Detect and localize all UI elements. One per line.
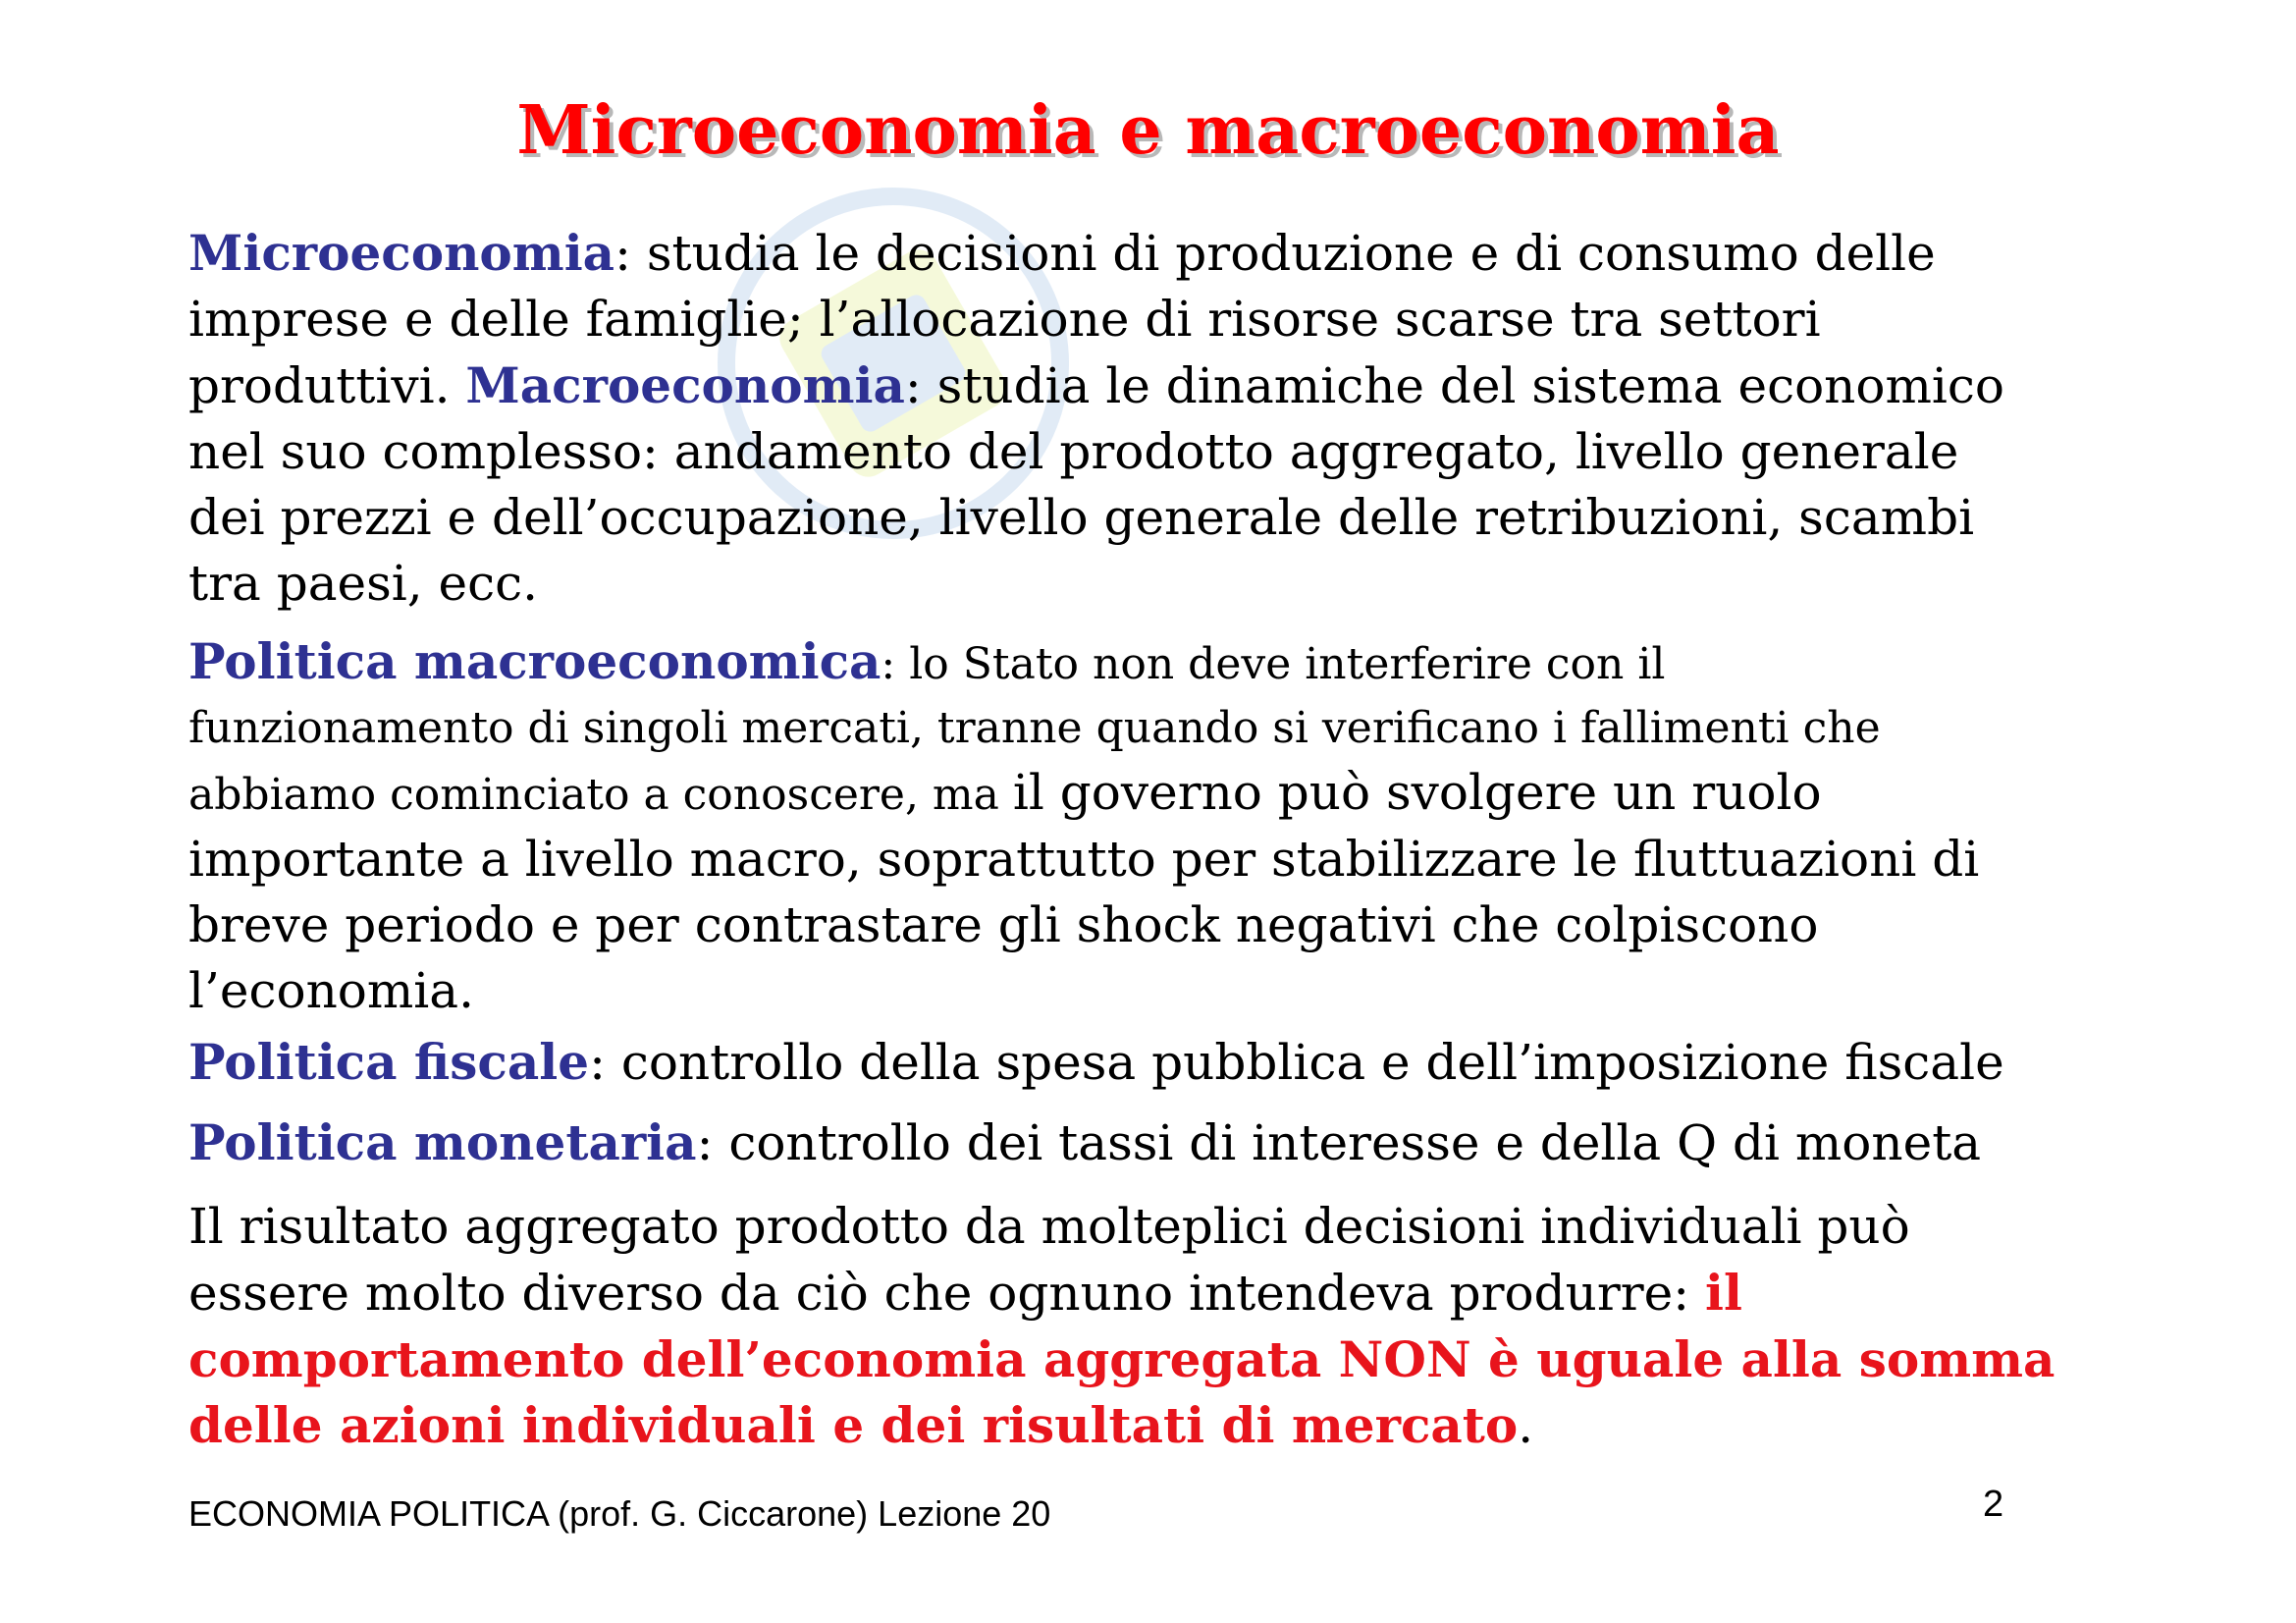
emphasis-text: il — [1704, 1264, 1742, 1322]
text-line: l’economia. — [188, 962, 474, 1019]
slide-title: Microeconomia e macroeconomia — [516, 91, 1780, 170]
text-line — [188, 628, 1979, 696]
text-line: imprese e delle famiglie; l’allocazione di risorse scarse tra settori — [188, 291, 1821, 348]
text-line: Il risultato aggregato prodotto da molteplici decisioni individuali può — [188, 1198, 1910, 1255]
term-macroeconomia: Macroeconomia — [465, 356, 905, 414]
page-number: 2 — [1983, 1484, 2004, 1525]
text-fragment: : lo Stato non deve interferire con il — [881, 639, 1666, 689]
term-politica-monetaria: Politica monetaria — [188, 1113, 697, 1171]
text-line: importante a livello macro, soprattutto per stabilizzare le fluttuazioni di — [188, 831, 1980, 888]
text-line: dei prezzi e dell’occupazione, livello generale delle retribuzioni, scambi — [188, 489, 1975, 546]
term-politica-macroeconomica: Politica macroeconomica — [188, 632, 881, 690]
text-fragment: abbiamo cominciato a conoscere, ma — [188, 770, 1013, 820]
text-line — [188, 760, 1979, 827]
paragraph-risultato-aggregato — [188, 1194, 2055, 1459]
text-fragment: : controllo della spesa pubblica e dell’imposizione fiscale — [589, 1034, 2004, 1091]
paragraph-micro-macro — [188, 220, 2004, 617]
text-fragment: produttivi. — [188, 357, 466, 414]
emphasis-line: comportamento dell’economia aggregata NON è uguale alla somma — [188, 1330, 2056, 1388]
paragraph-politica-monetaria — [188, 1109, 1981, 1176]
text-line — [188, 1260, 2055, 1326]
text-line: tra paesi, ecc. — [188, 555, 539, 612]
text-line — [188, 220, 2004, 287]
text-fragment: : studia le decisioni di produzione e di consumo delle — [614, 225, 1936, 282]
paragraph-politica-macroeconomica — [188, 628, 1979, 1024]
footer-course-label: ECONOMIA POLITICA (prof. G. Ciccarone) Lezione 20 — [188, 1493, 1051, 1534]
emphasis-text: delle azioni individuali e dei risultati di mercato — [188, 1396, 1519, 1454]
paragraph-politica-fiscale — [188, 1029, 2004, 1096]
term-microeconomia: Microeconomia — [188, 224, 615, 282]
text-line — [188, 1392, 2055, 1459]
text-fragment: : controllo dei tassi di interesse e della Q di moneta — [696, 1114, 1982, 1171]
text-line: nel suo complesso: andamento del prodotto aggregato, livello generale — [188, 423, 1959, 480]
text-line — [188, 352, 2004, 419]
term-politica-fiscale: Politica fiscale — [188, 1033, 590, 1091]
text-line: breve periodo e per contrastare gli shock negativi che colpiscono — [188, 896, 1819, 953]
text-line: funzionamento di singoli mercati, tranne quando si verificano i fallimenti che — [188, 703, 1881, 753]
text-fragment: il governo può svolgere un ruolo — [1012, 764, 1822, 821]
text-fragment: essere molto diverso da ciò che ognuno intendeva produrre: — [188, 1265, 1705, 1322]
text-fragment: : studia le dinamiche del sistema economico — [904, 357, 2004, 414]
text-fragment: . — [1518, 1397, 1534, 1454]
